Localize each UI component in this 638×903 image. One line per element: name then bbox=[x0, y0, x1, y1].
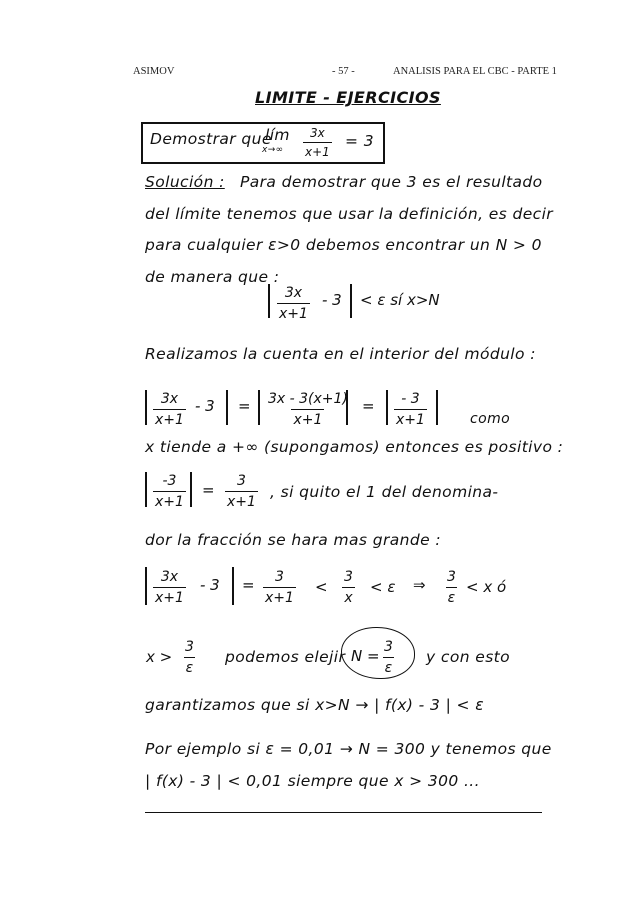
chain-lt-1: < bbox=[315, 578, 328, 596]
calc-bar-3 bbox=[258, 390, 260, 425]
bottom-rule bbox=[145, 812, 542, 813]
problem-fraction bbox=[303, 127, 332, 158]
problem-rhs: = 3 bbox=[345, 132, 374, 150]
pos-comment-2: dor la fracción se hara mas grande : bbox=[145, 531, 441, 549]
problem-frac-num: 3x bbox=[310, 126, 325, 140]
calc-bar-1 bbox=[145, 390, 147, 425]
chain-f1-den: x+1 bbox=[153, 587, 186, 605]
header-left: ASIMOV bbox=[133, 66, 175, 77]
calc-f2-den: x+1 bbox=[291, 409, 324, 427]
chain-f2-den: x+1 bbox=[263, 587, 296, 605]
calc-f2-num: 3x - 3(x+1) bbox=[268, 391, 348, 407]
pos-f2-num: 3 bbox=[237, 473, 246, 489]
pos-f1-num: -3 bbox=[162, 473, 177, 489]
calc-bar-4 bbox=[346, 390, 348, 425]
solution-line-1: Para demostrar que 3 es el resultado bbox=[240, 173, 543, 191]
choose-podemos: podemos elejir bbox=[225, 648, 346, 666]
calc-eq-2: = bbox=[362, 397, 375, 415]
calc-fraction-2 bbox=[266, 392, 350, 427]
calc-bar-6 bbox=[436, 390, 438, 425]
calc-minus: - 3 bbox=[195, 397, 215, 415]
chain-lt-2: < ε bbox=[370, 578, 396, 596]
abs-bar-left bbox=[268, 284, 270, 318]
choose-N-num: 3 bbox=[384, 639, 393, 655]
header-right: ANALISIS PARA EL CBC - PARTE 1 bbox=[393, 66, 557, 77]
chain-f4-den: ε bbox=[446, 587, 458, 605]
chain-fraction-1 bbox=[153, 570, 186, 605]
chain-bar-1 bbox=[145, 567, 147, 605]
calc-f1-num: 3x bbox=[160, 391, 179, 407]
chain-fraction-4 bbox=[445, 570, 458, 605]
calc-f1-den: x+1 bbox=[153, 409, 186, 427]
choose-y: y con esto bbox=[426, 648, 511, 666]
problem-frac-den: x+1 bbox=[303, 142, 332, 158]
choose-N-fraction bbox=[382, 640, 395, 675]
chain-f1-num: 3x bbox=[160, 569, 179, 585]
pos-fraction-1 bbox=[153, 474, 186, 509]
chain-tail: < x ó bbox=[466, 578, 507, 596]
problem-label: Demostrar que bbox=[150, 130, 272, 148]
def-minus: - 3 bbox=[322, 291, 342, 309]
pos-bar-1 bbox=[145, 472, 147, 507]
calc-eq-1: = bbox=[238, 397, 251, 415]
calc-fraction-3 bbox=[394, 392, 427, 427]
chain-eq: = bbox=[242, 576, 255, 594]
pos-f1-den: x+1 bbox=[153, 491, 186, 509]
choose-N-den: ε bbox=[383, 657, 395, 675]
solution-line-4: de manera que : bbox=[145, 268, 280, 286]
positive-text: x tiende a +∞ (supongamos) entonces es positivo : bbox=[145, 438, 564, 456]
solution-line-3: para cualquier ε>0 debemos encontrar un N > 0 bbox=[145, 236, 542, 254]
choose-line-2: garantizamos que si x>N → | f(x) - 3 | < ε bbox=[145, 696, 485, 714]
pos-f2-den: x+1 bbox=[225, 491, 258, 509]
page-number: - 57 - bbox=[332, 66, 355, 77]
calc-bar-5 bbox=[386, 390, 388, 425]
chain-fraction-2 bbox=[263, 570, 296, 605]
chain-f4-num: 3 bbox=[447, 569, 456, 585]
chain-bar-2 bbox=[232, 567, 234, 605]
pos-comment-1: , si quito el 1 del denomina- bbox=[270, 483, 499, 501]
chain-arrow: ⇒ bbox=[413, 576, 426, 594]
calc-f3-num: - 3 bbox=[401, 391, 420, 407]
abs-bar-right bbox=[350, 284, 352, 318]
pos-fraction-2 bbox=[225, 474, 258, 509]
def-frac-den: x+1 bbox=[277, 303, 310, 321]
choose-N: N = bbox=[351, 647, 380, 665]
chain-f3-den: x bbox=[342, 587, 354, 605]
pos-eq: = bbox=[202, 481, 215, 499]
chain-minus: - 3 bbox=[200, 576, 220, 594]
def-rhs: < ε sí x>N bbox=[360, 291, 440, 309]
calc-fraction-1 bbox=[153, 392, 186, 427]
solution-label: Solución : bbox=[145, 173, 225, 191]
solution-line-2: del límite tenemos que usar la definición, es decir bbox=[145, 205, 554, 223]
example-line-2: | f(x) - 3 | < 0,01 siempre que x > 300 ... bbox=[145, 772, 480, 790]
chain-fraction-3 bbox=[342, 570, 355, 605]
choose-frac-den: ε bbox=[184, 657, 196, 675]
problem-lim: lím bbox=[265, 126, 290, 144]
chain-f2-num: 3 bbox=[275, 569, 284, 585]
calc-como: como bbox=[470, 411, 511, 427]
calc-bar-2 bbox=[226, 390, 228, 425]
calc-intro: Realizamos la cuenta en el interior del módulo : bbox=[145, 345, 536, 363]
calc-f3-den: x+1 bbox=[394, 409, 427, 427]
page-title: LIMITE - EJERCICIOS bbox=[255, 88, 441, 107]
pos-bar-2 bbox=[190, 472, 192, 507]
problem-lim-sub: x→∞ bbox=[262, 145, 284, 155]
def-frac-num: 3x bbox=[284, 285, 303, 301]
choose-frac-num: 3 bbox=[185, 639, 194, 655]
choose-fraction bbox=[183, 640, 196, 675]
choose-xgt: x > bbox=[146, 648, 173, 666]
chain-f3-num: 3 bbox=[344, 569, 353, 585]
def-fraction bbox=[277, 286, 310, 321]
example-line-1: Por ejemplo si ε = 0,01 → N = 300 y tenemos que bbox=[145, 740, 552, 758]
